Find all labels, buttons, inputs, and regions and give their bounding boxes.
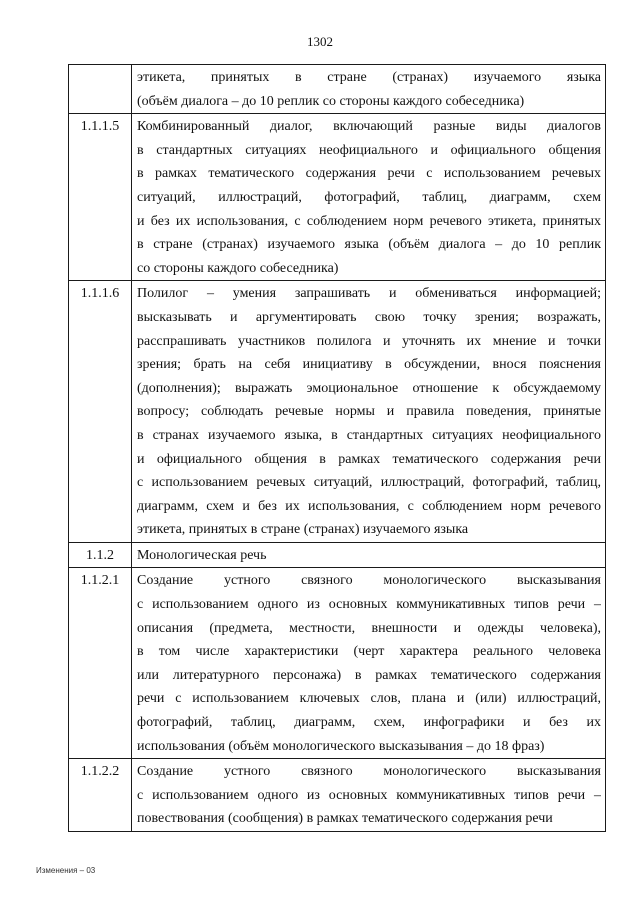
text-line: вопросу; соблюдать речевые нормы и правила поведения, принятые — [137, 404, 601, 420]
table-row — [69, 114, 606, 281]
section-number: 1.1.1.6 — [69, 281, 132, 543]
table-row — [69, 759, 606, 832]
section-text — [132, 65, 606, 114]
text-line: (дополнения); выражать эмоциональное отношение к обсуждаемому — [137, 380, 601, 396]
section-number — [69, 65, 132, 114]
text-line: с использованием речевых ситуаций, иллюстраций, фотографий, таблиц, — [137, 475, 601, 491]
text-line: Создание устного связного монологического высказывания — [137, 573, 601, 589]
text-line: расспрашивать участников полилога и уточнять их мнение и точки — [137, 333, 601, 349]
table-row — [69, 281, 606, 543]
section-text — [132, 281, 606, 543]
text-line: или литературного персонажа) в рамках тематического содержания — [137, 667, 601, 683]
text-line: в том числе характеристики (черт характера реального человека — [137, 644, 601, 660]
section-text — [132, 542, 606, 568]
text-line: фотографий, таблиц, диаграмм, схем, инфографики и без их — [137, 715, 601, 731]
text-line: с использованием одного из основных коммуникативных типов речи – — [137, 787, 601, 803]
text-line: ситуаций, иллюстраций, фотографий, таблиц, диаграмм, схем — [137, 189, 601, 205]
text-line: Полилог – умения запрашивать и обмениваться информацией; — [137, 286, 601, 302]
text-line: в стандартных ситуациях неофициального и официального общения — [137, 142, 601, 158]
text-line: (объём диалога – до 10 реплик со стороны каждого собеседника) — [137, 93, 525, 109]
text-line: в стране (странах) изучаемого языка (объём диалога – до 10 реплик — [137, 237, 601, 253]
section-number: 1.1.2.2 — [69, 759, 132, 832]
footer-note: Изменения – 03 — [36, 866, 96, 875]
text-line: Монологическая речь — [137, 547, 267, 563]
content-table — [68, 64, 606, 832]
text-line: повествования (сообщения) в рамках тематического содержания речи — [137, 811, 553, 827]
text-line: со стороны каждого собеседника) — [137, 260, 339, 276]
text-line: высказывать и аргументировать свою точку зрения; возражать, — [137, 309, 601, 325]
text-line: зрения; брать на себя инициативу в обсуждении, внося пояснения — [137, 357, 601, 373]
section-number: 1.1.2.1 — [69, 568, 132, 759]
text-line: Создание устного связного монологического высказывания — [137, 764, 601, 780]
table-row — [69, 65, 606, 114]
section-number: 1.1.1.5 — [69, 114, 132, 281]
section-text — [132, 568, 606, 759]
page-number: 1302 — [307, 34, 333, 49]
text-line: с использованием одного из основных коммуникативных типов речи – — [137, 597, 601, 613]
text-line: и официального общения в рамках тематического содержания речи — [137, 451, 601, 467]
text-line: этикета, принятых в стране (странах) изучаемого языка — [137, 522, 469, 538]
text-line: Комбинированный диалог, включающий разные виды диалогов — [137, 119, 601, 135]
text-line: в странах изучаемого языка, в стандартных ситуациях неофициального — [137, 427, 601, 443]
text-line: диаграмм, схем и без их использования, с соблюдением норм речевого — [137, 498, 601, 514]
section-text — [132, 114, 606, 281]
section-number: 1.1.2 — [69, 542, 132, 568]
text-line: этикета, принятых в стране (странах) изучаемого языка — [137, 70, 601, 85]
text-line: использования (объём монологического высказывания – до 18 фраз) — [137, 738, 545, 754]
table-row — [69, 568, 606, 759]
text-line: описания (предмета, местности, внешности и одежды человека), — [137, 620, 601, 636]
text-line: в рамках тематического содержания речи с использованием речевых — [137, 166, 601, 182]
text-line: и без их использования, с соблюдением норм речевого этикета, принятых — [137, 213, 601, 229]
text-line: речи с использованием ключевых слов, плана и (или) иллюстраций, — [137, 691, 601, 707]
section-text — [132, 759, 606, 832]
table-row — [69, 542, 606, 568]
